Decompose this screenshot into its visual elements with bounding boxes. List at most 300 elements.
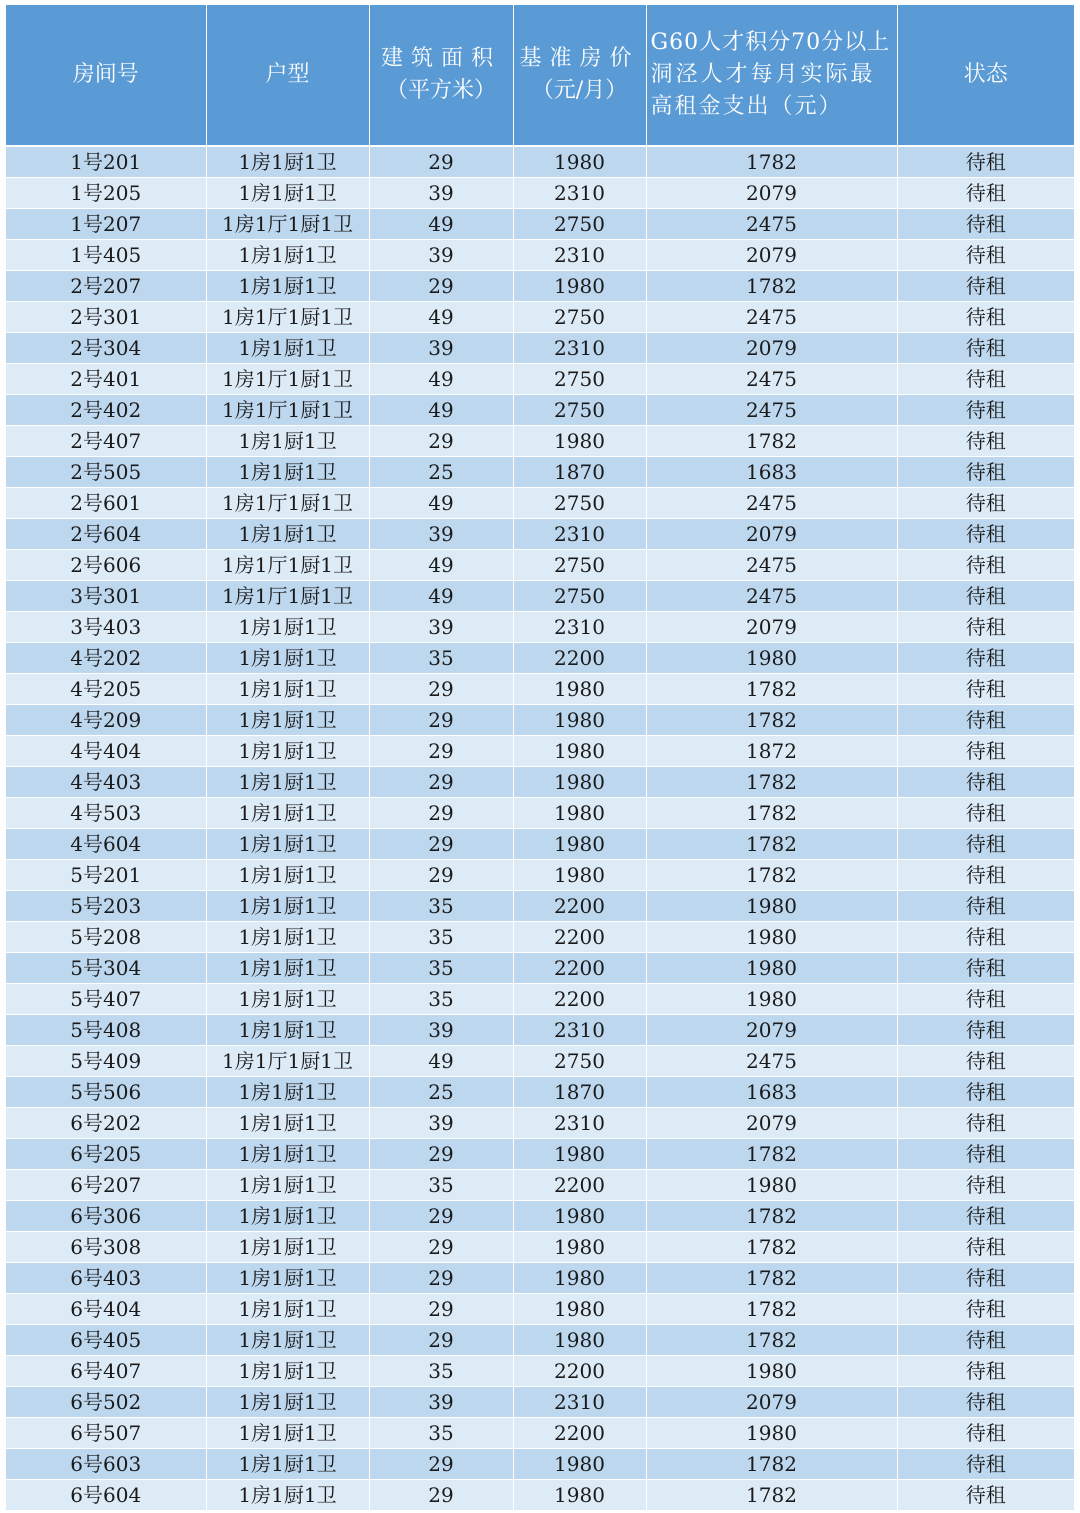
table-row [6,240,1074,271]
table-row [6,146,1074,178]
cell-floor-area: 49 [369,364,513,395]
table-row [6,581,1074,612]
cell-layout: 1房1厨1卫 [206,1294,369,1325]
cell-status: 待租 [897,1294,1074,1325]
cell-room-number: 6号207 [6,1170,206,1201]
cell-base-rent: 2750 [513,209,646,240]
cell-floor-area: 29 [369,1139,513,1170]
cell-talent-rent: 1980 [646,984,897,1015]
cell-talent-rent: 2079 [646,1108,897,1139]
cell-room-number: 6号306 [6,1201,206,1232]
cell-floor-area: 29 [369,146,513,178]
cell-status: 待租 [897,1077,1074,1108]
cell-floor-area: 29 [369,705,513,736]
cell-base-rent: 1980 [513,1201,646,1232]
table-row [6,333,1074,364]
cell-floor-area: 39 [369,240,513,271]
cell-layout: 1房1厨1卫 [206,1325,369,1356]
table-row [6,271,1074,302]
cell-layout: 1房1厨1卫 [206,1480,369,1511]
cell-base-rent: 1980 [513,1294,646,1325]
cell-layout: 1房1厨1卫 [206,146,369,178]
cell-room-number: 3号301 [6,581,206,612]
table-row [6,798,1074,829]
cell-talent-rent: 1782 [646,1139,897,1170]
cell-floor-area: 35 [369,891,513,922]
table-row [6,1170,1074,1201]
table-row [6,643,1074,674]
cell-talent-rent: 2079 [646,1387,897,1418]
table-row [6,984,1074,1015]
cell-talent-rent: 2475 [646,488,897,519]
table-row [6,209,1074,240]
cell-base-rent: 1980 [513,1480,646,1511]
cell-status: 待租 [897,1170,1074,1201]
cell-talent-rent: 2079 [646,1015,897,1046]
cell-status: 待租 [897,643,1074,674]
cell-talent-rent: 2079 [646,178,897,209]
cell-floor-area: 29 [369,1449,513,1480]
cell-talent-rent: 2079 [646,240,897,271]
cell-room-number: 6号205 [6,1139,206,1170]
header-row [6,5,1074,146]
table-row [6,178,1074,209]
table-row [6,364,1074,395]
cell-room-number: 4号404 [6,736,206,767]
cell-layout: 1房1厨1卫 [206,1418,369,1449]
header-room-number [6,5,206,146]
cell-layout: 1房1厨1卫 [206,612,369,643]
cell-base-rent: 1980 [513,1325,646,1356]
cell-layout: 1房1厨1卫 [206,1201,369,1232]
cell-base-rent: 2750 [513,302,646,333]
cell-room-number: 2号601 [6,488,206,519]
table-row [6,1480,1074,1511]
cell-base-rent: 2310 [513,1387,646,1418]
cell-status: 待租 [897,1356,1074,1387]
cell-base-rent: 1980 [513,736,646,767]
cell-base-rent: 2200 [513,1170,646,1201]
cell-room-number: 6号507 [6,1418,206,1449]
cell-floor-area: 29 [369,1480,513,1511]
cell-room-number: 4号503 [6,798,206,829]
table-row [6,1015,1074,1046]
cell-room-number: 6号407 [6,1356,206,1387]
cell-talent-rent: 2475 [646,209,897,240]
table-header [6,5,1074,146]
cell-floor-area: 35 [369,643,513,674]
cell-room-number: 6号403 [6,1263,206,1294]
cell-floor-area: 29 [369,426,513,457]
cell-talent-rent: 1782 [646,860,897,891]
cell-talent-rent: 1980 [646,891,897,922]
cell-talent-rent: 1782 [646,1232,897,1263]
table-row [6,550,1074,581]
cell-floor-area: 29 [369,1263,513,1294]
cell-floor-area: 49 [369,1046,513,1077]
cell-talent-rent: 1782 [646,426,897,457]
cell-layout: 1房1厅1厨1卫 [206,488,369,519]
cell-layout: 1房1厅1厨1卫 [206,302,369,333]
cell-base-rent: 2310 [513,333,646,364]
table-row [6,1294,1074,1325]
cell-layout: 1房1厨1卫 [206,1232,369,1263]
cell-floor-area: 39 [369,1015,513,1046]
header-status-label: 状态 [963,62,1008,87]
cell-room-number: 2号301 [6,302,206,333]
cell-talent-rent: 1782 [646,767,897,798]
header-base-rent-unit: （元/月） [531,78,628,103]
cell-base-rent: 2310 [513,1015,646,1046]
table-row [6,519,1074,550]
header-layout-label: 户型 [265,62,310,87]
cell-base-rent: 1980 [513,829,646,860]
cell-room-number: 2号304 [6,333,206,364]
cell-talent-rent: 1782 [646,1201,897,1232]
cell-status: 待租 [897,1418,1074,1449]
cell-base-rent: 1980 [513,1449,646,1480]
cell-floor-area: 29 [369,736,513,767]
table-row [6,1108,1074,1139]
cell-base-rent: 1870 [513,457,646,488]
cell-status: 待租 [897,767,1074,798]
cell-floor-area: 49 [369,581,513,612]
cell-base-rent: 2200 [513,922,646,953]
cell-room-number: 1号205 [6,178,206,209]
cell-base-rent: 2750 [513,1046,646,1077]
header-talent-rent-line1: G60人才积分70分以上 [650,30,891,55]
cell-floor-area: 35 [369,1170,513,1201]
cell-room-number: 2号402 [6,395,206,426]
cell-layout: 1房1厨1卫 [206,1139,369,1170]
cell-layout: 1房1厨1卫 [206,891,369,922]
cell-room-number: 2号401 [6,364,206,395]
cell-room-number: 5号506 [6,1077,206,1108]
cell-layout: 1房1厨1卫 [206,767,369,798]
cell-base-rent: 1980 [513,860,646,891]
cell-talent-rent: 1782 [646,271,897,302]
cell-status: 待租 [897,798,1074,829]
cell-room-number: 5号408 [6,1015,206,1046]
cell-floor-area: 49 [369,209,513,240]
cell-room-number: 2号207 [6,271,206,302]
cell-floor-area: 35 [369,984,513,1015]
cell-base-rent: 2750 [513,364,646,395]
cell-talent-rent: 1683 [646,457,897,488]
cell-status: 待租 [897,178,1074,209]
cell-base-rent: 1980 [513,1263,646,1294]
cell-floor-area: 35 [369,922,513,953]
cell-status: 待租 [897,146,1074,178]
cell-layout: 1房1厨1卫 [206,240,369,271]
table-row [6,736,1074,767]
cell-talent-rent: 1980 [646,1170,897,1201]
cell-room-number: 4号202 [6,643,206,674]
cell-base-rent: 2310 [513,519,646,550]
cell-floor-area: 35 [369,1418,513,1449]
table-row [6,767,1074,798]
cell-room-number: 5号304 [6,953,206,984]
cell-talent-rent: 1782 [646,1325,897,1356]
cell-floor-area: 49 [369,488,513,519]
cell-floor-area: 25 [369,457,513,488]
cell-status: 待租 [897,1480,1074,1511]
cell-room-number: 6号603 [6,1449,206,1480]
table-row [6,953,1074,984]
cell-status: 待租 [897,953,1074,984]
cell-status: 待租 [897,891,1074,922]
cell-layout: 1房1厨1卫 [206,426,369,457]
cell-talent-rent: 1980 [646,1356,897,1387]
cell-status: 待租 [897,612,1074,643]
cell-talent-rent: 1782 [646,1449,897,1480]
cell-floor-area: 49 [369,302,513,333]
header-base-rent-label: 基准房价 [519,46,640,71]
cell-room-number: 4号403 [6,767,206,798]
cell-talent-rent: 2475 [646,364,897,395]
cell-status: 待租 [897,302,1074,333]
cell-talent-rent: 1782 [646,829,897,860]
rental-table [6,5,1074,1510]
cell-floor-area: 25 [369,1077,513,1108]
table-row [6,1418,1074,1449]
table-row [6,1139,1074,1170]
rental-table-container [6,5,1074,1510]
cell-status: 待租 [897,1015,1074,1046]
table-row [6,612,1074,643]
cell-base-rent: 2200 [513,984,646,1015]
table-row [6,1263,1074,1294]
cell-base-rent: 2200 [513,643,646,674]
cell-floor-area: 39 [369,1387,513,1418]
cell-status: 待租 [897,395,1074,426]
cell-status: 待租 [897,705,1074,736]
cell-talent-rent: 1980 [646,953,897,984]
cell-talent-rent: 2079 [646,612,897,643]
cell-base-rent: 2200 [513,953,646,984]
cell-floor-area: 39 [369,1108,513,1139]
table-row [6,426,1074,457]
table-row [6,674,1074,705]
cell-talent-rent: 1683 [646,1077,897,1108]
table-row [6,829,1074,860]
cell-base-rent: 1980 [513,426,646,457]
table-row [6,922,1074,953]
cell-layout: 1房1厅1厨1卫 [206,364,369,395]
cell-layout: 1房1厨1卫 [206,984,369,1015]
cell-floor-area: 29 [369,767,513,798]
cell-room-number: 4号205 [6,674,206,705]
cell-layout: 1房1厨1卫 [206,457,369,488]
cell-status: 待租 [897,736,1074,767]
cell-base-rent: 1980 [513,1139,646,1170]
cell-talent-rent: 1782 [646,146,897,178]
cell-floor-area: 29 [369,1325,513,1356]
table-row [6,457,1074,488]
table-row [6,1046,1074,1077]
cell-floor-area: 39 [369,333,513,364]
cell-room-number: 6号308 [6,1232,206,1263]
cell-layout: 1房1厨1卫 [206,1108,369,1139]
cell-room-number: 6号404 [6,1294,206,1325]
header-floor-area-unit: （平方米） [385,78,496,103]
cell-floor-area: 29 [369,829,513,860]
cell-talent-rent: 1980 [646,922,897,953]
cell-status: 待租 [897,240,1074,271]
cell-base-rent: 2200 [513,1356,646,1387]
cell-floor-area: 39 [369,519,513,550]
cell-status: 待租 [897,550,1074,581]
cell-talent-rent: 1782 [646,1263,897,1294]
table-body [6,146,1074,1510]
header-talent-rent [646,5,897,146]
cell-room-number: 6号405 [6,1325,206,1356]
cell-status: 待租 [897,333,1074,364]
cell-floor-area: 39 [369,178,513,209]
cell-floor-area: 49 [369,395,513,426]
cell-talent-rent: 2475 [646,302,897,333]
cell-layout: 1房1厨1卫 [206,1077,369,1108]
cell-layout: 1房1厨1卫 [206,333,369,364]
header-layout [206,5,369,146]
cell-status: 待租 [897,1108,1074,1139]
cell-layout: 1房1厨1卫 [206,271,369,302]
cell-status: 待租 [897,1046,1074,1077]
cell-base-rent: 1980 [513,798,646,829]
table-row [6,1077,1074,1108]
cell-status: 待租 [897,922,1074,953]
cell-layout: 1房1厨1卫 [206,178,369,209]
table-row [6,488,1074,519]
table-row [6,1232,1074,1263]
table-row [6,1201,1074,1232]
cell-base-rent: 2750 [513,550,646,581]
cell-talent-rent: 1782 [646,1480,897,1511]
cell-base-rent: 2750 [513,581,646,612]
cell-talent-rent: 1872 [646,736,897,767]
cell-status: 待租 [897,1139,1074,1170]
cell-room-number: 6号604 [6,1480,206,1511]
cell-status: 待租 [897,457,1074,488]
cell-layout: 1房1厨1卫 [206,1356,369,1387]
cell-floor-area: 29 [369,674,513,705]
cell-room-number: 5号201 [6,860,206,891]
cell-layout: 1房1厨1卫 [206,829,369,860]
cell-base-rent: 2200 [513,1418,646,1449]
cell-layout: 1房1厨1卫 [206,1170,369,1201]
cell-layout: 1房1厨1卫 [206,1263,369,1294]
cell-floor-area: 29 [369,798,513,829]
header-talent-rent-line2: 洞泾人才每月实际最 [650,62,876,87]
cell-talent-rent: 1782 [646,674,897,705]
cell-room-number: 2号604 [6,519,206,550]
cell-talent-rent: 1782 [646,798,897,829]
cell-layout: 1房1厨1卫 [206,1387,369,1418]
cell-layout: 1房1厅1厨1卫 [206,395,369,426]
cell-status: 待租 [897,674,1074,705]
cell-status: 待租 [897,1263,1074,1294]
cell-status: 待租 [897,426,1074,457]
cell-base-rent: 2310 [513,240,646,271]
header-floor-area-label: 建筑面积 [380,46,501,71]
table-row [6,860,1074,891]
cell-base-rent: 1980 [513,271,646,302]
cell-layout: 1房1厨1卫 [206,705,369,736]
cell-base-rent: 2750 [513,395,646,426]
cell-room-number: 6号202 [6,1108,206,1139]
cell-floor-area: 39 [369,612,513,643]
cell-status: 待租 [897,860,1074,891]
table-row [6,395,1074,426]
cell-room-number: 6号502 [6,1387,206,1418]
cell-layout: 1房1厨1卫 [206,643,369,674]
cell-floor-area: 29 [369,1201,513,1232]
table-row [6,705,1074,736]
cell-layout: 1房1厅1厨1卫 [206,209,369,240]
cell-room-number: 5号203 [6,891,206,922]
cell-base-rent: 2310 [513,178,646,209]
cell-base-rent: 1980 [513,705,646,736]
cell-room-number: 1号207 [6,209,206,240]
cell-status: 待租 [897,1387,1074,1418]
cell-base-rent: 1980 [513,767,646,798]
cell-talent-rent: 2079 [646,333,897,364]
cell-room-number: 5号208 [6,922,206,953]
cell-layout: 1房1厨1卫 [206,798,369,829]
header-room-number-label: 房间号 [72,62,139,87]
cell-room-number: 2号505 [6,457,206,488]
cell-talent-rent: 1980 [646,1418,897,1449]
header-status [897,5,1074,146]
cell-talent-rent: 1980 [646,643,897,674]
cell-layout: 1房1厅1厨1卫 [206,1046,369,1077]
cell-floor-area: 35 [369,1356,513,1387]
header-talent-rent-line3: 高租金支出（元） [650,94,843,119]
cell-layout: 1房1厅1厨1卫 [206,581,369,612]
table-row [6,1356,1074,1387]
cell-base-rent: 1980 [513,674,646,705]
cell-status: 待租 [897,1449,1074,1480]
cell-floor-area: 29 [369,860,513,891]
cell-room-number: 1号201 [6,146,206,178]
cell-layout: 1房1厨1卫 [206,736,369,767]
cell-room-number: 2号606 [6,550,206,581]
cell-room-number: 3号403 [6,612,206,643]
cell-talent-rent: 2475 [646,550,897,581]
cell-talent-rent: 2475 [646,395,897,426]
cell-status: 待租 [897,209,1074,240]
cell-floor-area: 35 [369,953,513,984]
cell-floor-area: 29 [369,1294,513,1325]
cell-room-number: 4号604 [6,829,206,860]
cell-layout: 1房1厨1卫 [206,953,369,984]
cell-base-rent: 2310 [513,1108,646,1139]
cell-status: 待租 [897,581,1074,612]
cell-room-number: 2号407 [6,426,206,457]
cell-base-rent: 2200 [513,891,646,922]
cell-layout: 1房1厨1卫 [206,1015,369,1046]
cell-layout: 1房1厨1卫 [206,1449,369,1480]
cell-base-rent: 2310 [513,612,646,643]
cell-status: 待租 [897,519,1074,550]
cell-talent-rent: 2079 [646,519,897,550]
cell-status: 待租 [897,488,1074,519]
cell-status: 待租 [897,984,1074,1015]
cell-status: 待租 [897,1201,1074,1232]
cell-status: 待租 [897,271,1074,302]
cell-talent-rent: 2475 [646,1046,897,1077]
cell-room-number: 5号407 [6,984,206,1015]
